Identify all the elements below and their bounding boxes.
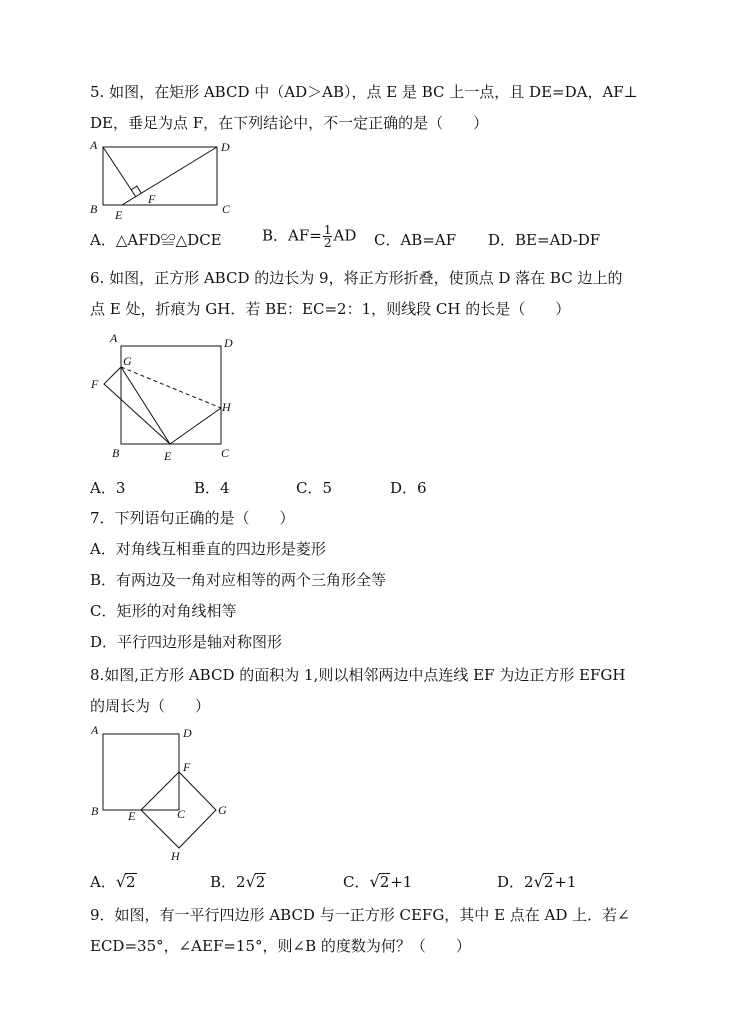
q6-option-d: D．6 bbox=[390, 479, 427, 497]
q6-label-e: E bbox=[164, 449, 172, 463]
q8-option-d-suffix: +1 bbox=[554, 873, 577, 891]
q5-stem-line2: DE，垂足为点 F，在下列结论中，不一定正确的是（ ） bbox=[90, 114, 489, 132]
q8-option-c-radicand: 2 bbox=[379, 873, 390, 891]
sqrt-icon: √ bbox=[369, 872, 380, 891]
q8-option-a-radicand: 2 bbox=[126, 873, 136, 891]
q6-label-b: B bbox=[112, 446, 120, 460]
q6-option-a: A．3 bbox=[90, 479, 126, 497]
q5-rectangle-abcd bbox=[103, 147, 217, 205]
q6-label-g: G bbox=[123, 354, 132, 368]
q5-option-c: C．AB=AF bbox=[374, 231, 457, 249]
q9-stem-line1: 9．如图，有一平行四边形 ABCD 与一正方形 CEFG，其中 E 点在 AD 上．若∠ bbox=[90, 906, 630, 924]
q5-label-a: A bbox=[90, 138, 98, 152]
q5-option-b-suffix: AD bbox=[333, 226, 357, 245]
q8-option-d-radicand: 2 bbox=[543, 873, 554, 891]
q6-label-a: A bbox=[110, 331, 118, 345]
q5-label-c: C bbox=[222, 202, 231, 216]
q5-figure bbox=[86, 137, 246, 223]
q8-option-a bbox=[90, 872, 137, 892]
q6-figure bbox=[86, 330, 246, 466]
q6-stem-line1: 6. 如图，正方形 ABCD 的边长为 9，将正方形折叠，使顶点 D 落在 BC 边上的 bbox=[90, 269, 623, 287]
q8-option-d-prefix: D．2 bbox=[497, 873, 534, 891]
q8-option-b bbox=[210, 872, 266, 892]
q8-option-d bbox=[497, 872, 576, 892]
q5-frac-numerator: 1 bbox=[323, 223, 332, 237]
sqrt-icon: √ bbox=[533, 872, 544, 891]
q8-label-b: B bbox=[91, 804, 99, 818]
q7-option-d: D．平行四边形是轴对称图形 bbox=[90, 633, 283, 651]
q8-option-c-prefix: C． bbox=[343, 873, 370, 891]
q6-option-c: C．5 bbox=[296, 479, 333, 497]
q5-segment-de bbox=[122, 147, 217, 205]
sqrt-icon: √ bbox=[245, 872, 256, 891]
q8-option-a-prefix: A． bbox=[90, 873, 116, 891]
q8-option-b-radicand: 2 bbox=[255, 873, 266, 891]
q5-label-f: F bbox=[148, 192, 156, 206]
q5-option-d: D．BE=AD-DF bbox=[488, 231, 601, 249]
q8-label-h: H bbox=[171, 849, 180, 863]
q6-segment-eh bbox=[170, 408, 221, 444]
q8-figure bbox=[86, 722, 246, 868]
q5-label-d: D bbox=[221, 140, 230, 154]
q8-square-abcd bbox=[103, 734, 179, 810]
q6-option-b: B．4 bbox=[194, 479, 230, 497]
q8-label-g: G bbox=[218, 803, 227, 817]
q6-label-c: C bbox=[221, 446, 230, 460]
q6-fold-line-gh bbox=[121, 367, 221, 408]
q7-stem: 7．下列语句正确的是（ ） bbox=[90, 509, 295, 527]
q5-stem-line1: 5. 如图，在矩形 ABCD 中（AD＞AB），点 E 是 BC 上一点，且 DE=DA，AF⊥ bbox=[90, 83, 638, 101]
q6-label-d: D bbox=[224, 336, 233, 350]
q8-label-f: F bbox=[183, 760, 191, 774]
q5-frac-denominator: 2 bbox=[323, 236, 332, 250]
q8-label-c: C bbox=[177, 807, 186, 821]
q7-option-c: C．矩形的对角线相等 bbox=[90, 602, 237, 620]
q8-label-a: A bbox=[91, 723, 99, 737]
q6-label-h: H bbox=[222, 400, 231, 414]
q8-option-c bbox=[343, 872, 412, 892]
q6-label-f: F bbox=[91, 377, 99, 391]
q6-square-outline bbox=[121, 346, 221, 444]
q8-label-d: D bbox=[183, 726, 192, 740]
q5-option-a: A．△AFD≌△DCE bbox=[90, 231, 222, 249]
q5-option-b-prefix: B．AF= bbox=[262, 226, 322, 245]
q5-option-b-fraction bbox=[323, 224, 333, 249]
q8-option-b-prefix: B．2 bbox=[210, 873, 246, 891]
q5-option-b bbox=[262, 224, 356, 249]
q6-folded-flap-left bbox=[104, 367, 170, 444]
sqrt-icon: √ bbox=[115, 872, 127, 891]
q8-option-c-suffix: +1 bbox=[390, 873, 413, 891]
q7-option-a: A．对角线互相垂直的四边形是菱形 bbox=[90, 540, 326, 558]
q8-stem-line1: 8.如图,正方形 ABCD 的面积为 1,则以相邻两边中点连线 EF 为边正方形 EFGH bbox=[90, 666, 626, 684]
q5-label-e: E bbox=[115, 208, 123, 222]
q5-label-b: B bbox=[90, 202, 98, 216]
q8-stem-line2: 的周长为（ ） bbox=[90, 697, 211, 715]
q8-label-e: E bbox=[128, 809, 136, 823]
q7-option-b: B．有两边及一角对应相等的两个三角形全等 bbox=[90, 571, 387, 589]
q9-stem-line2: ECD=35°，∠AEF=15°，则∠B 的度数为何？（ ） bbox=[90, 937, 471, 955]
q6-stem-line2: 点 E 处，折痕为 GH．若 BE：EC=2：1，则线段 CH 的长是（ ） bbox=[90, 300, 571, 318]
